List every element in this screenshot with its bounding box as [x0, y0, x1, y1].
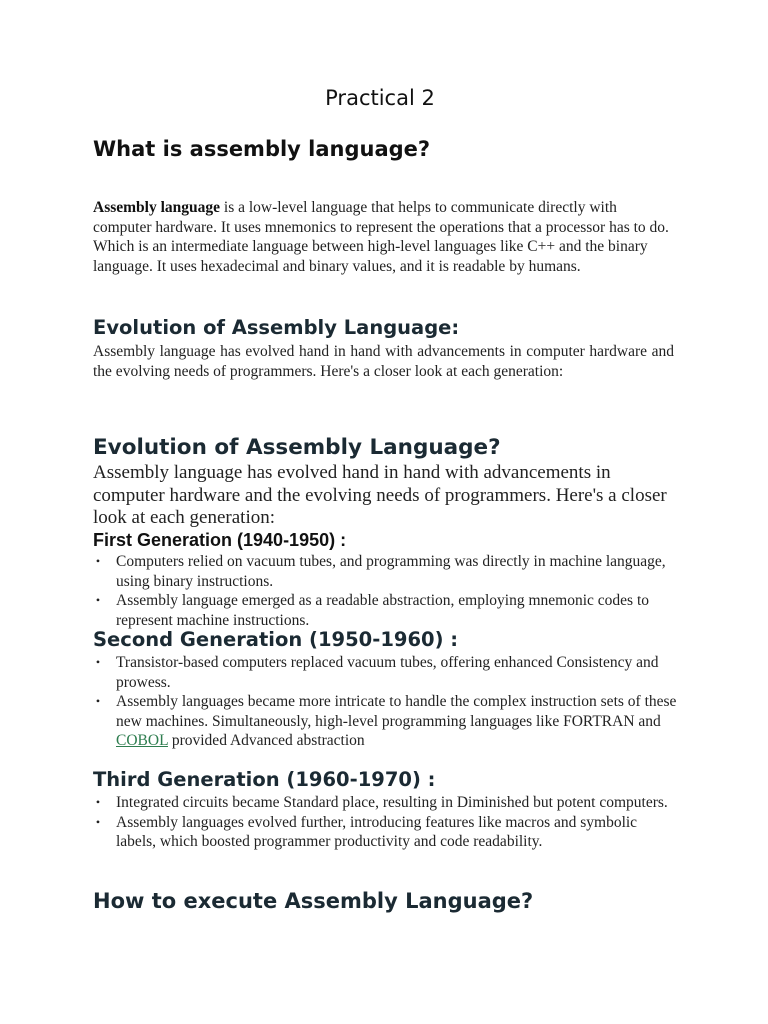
document-title: Practical 2: [325, 86, 435, 110]
list-item: [93, 692, 678, 751]
list-item-text: Transistor-based computers replaced vacuum tubes, offering enhanced Consistency and prowess.: [116, 654, 659, 691]
list-item: [93, 793, 678, 813]
evolution-2-paragraph: Assembly language has evolved hand in hand with advancements in computer hardware and the evolving needs of programmers. Here's a closer look at each generation:: [93, 462, 667, 528]
heading-third-generation: Third Generation (1960-1970) :: [93, 768, 436, 791]
third-generation-list: [93, 793, 678, 852]
second-generation-list: [93, 653, 678, 751]
heading-second-generation: Second Generation (1950-1960) :: [93, 628, 459, 651]
bullet-icon: •: [95, 694, 101, 708]
list-item-text-end: provided Advanced abstraction: [167, 732, 365, 749]
heading-first-generation: First Generation (1940-1950) :: [93, 530, 347, 550]
heading-evolution-1: Evolution of Assembly Language:: [93, 316, 460, 339]
bullet-icon: •: [95, 795, 101, 809]
heading-how-to-execute: How to execute Assembly Language?: [93, 889, 534, 913]
bullet-icon: •: [95, 554, 101, 568]
heading-what-is-assembly: What is assembly language?: [93, 137, 431, 161]
intro-paragraph: [93, 198, 674, 276]
list-item-text: Assembly language emerged as a readable abstraction, employing mnemonic codes to represent machine instructions.: [116, 592, 650, 629]
list-item: [93, 591, 678, 630]
list-item-text: Integrated circuits became Standard place, resulting in Diminished but potent computers.: [116, 794, 668, 811]
list-item: [93, 552, 678, 591]
intro-text: is a low-level language that helps to communicate directly with computer hardware. It uses mnemonics to represent the operations that a processor has to do. Which is an intermediate language between high-level languages like C++ and the binary language. It uses hexadecimal and binary values, and it is readable by humans.: [93, 199, 669, 275]
evolution-1-paragraph: Assembly language has evolved hand in hand with advancements in computer hardware and the evolving needs of programmers. Here's a closer look at each generation:: [93, 343, 674, 380]
heading-evolution-2: Evolution of Assembly Language?: [93, 435, 501, 460]
list-item: [93, 813, 678, 852]
intro-bold-term: Assembly language: [93, 199, 221, 216]
bullet-icon: •: [95, 814, 101, 829]
first-generation-list: [93, 552, 678, 630]
bullet-icon: •: [95, 593, 101, 607]
list-item-text: Computers relied on vacuum tubes, and programming was directly in machine language, using binary instructions.: [116, 553, 666, 590]
list-item-text: Assembly languages evolved further, introducing features like macros and symbolic labels, which boosted programmer productivity and code readability.: [116, 813, 638, 850]
list-item: [93, 653, 678, 692]
list-item-text: Assembly languages became more intricate to handle the complex instruction sets of these new machines. Simultaneously, high-level programming languages like FORTRAN and: [116, 693, 677, 730]
bullet-icon: •: [95, 655, 101, 669]
cobol-link[interactable]: COBOL: [116, 732, 168, 749]
